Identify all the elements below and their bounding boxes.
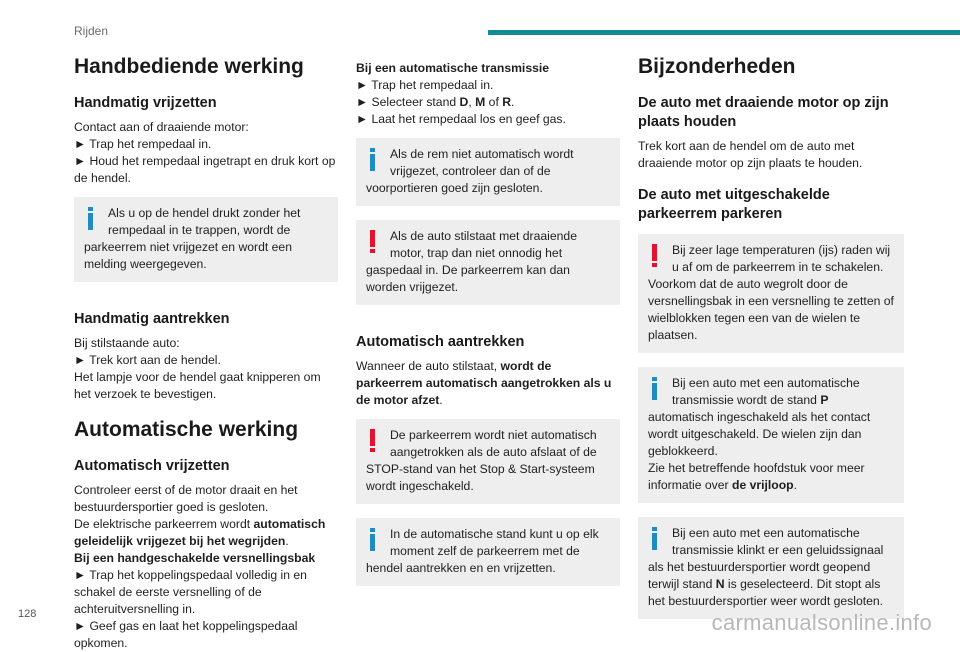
column-right xyxy=(638,54,904,633)
paragraph: De elektrische parkeerrem wordt automatisch geleidelijk vrijgezet bij het wegrijden. xyxy=(74,517,326,548)
subheading-auto-parkeren: De auto met uitgeschakelde parkeerrem parkeren xyxy=(638,187,830,222)
info-note xyxy=(638,517,904,619)
note-text: De parkeerrem wordt niet automatisch aangetrokken als de auto afslaat of de STOP-stand van het Stop & Start-systeem wordt ingeschakeld. xyxy=(366,428,597,493)
subheading-handmatig-aantrekken: Handmatig aantrekken xyxy=(74,311,230,327)
paragraph: ► Laat het rempedaal los en geef gas. xyxy=(356,112,566,126)
note-text: Als de rem niet automatisch wordt vrijgezet, controleer dan of de voorportieren goed zijn gesloten. xyxy=(366,147,574,195)
heading-handbediende-werking: Handbediende werking xyxy=(74,55,304,78)
paragraph-bold: Bij een handgeschakelde versnellingsbak xyxy=(74,551,316,565)
note-text: Bij zeer lage temperaturen (ijs) raden wij u af om de parkeerrem in te schakelen. Voorkom dat de auto wegrolt door de versnellingsbak in een versnelling te zetten of wielblokken tegen een van de wielen te plaatsen. xyxy=(648,243,894,342)
info-icon xyxy=(366,148,380,172)
section-label: Rijden xyxy=(74,24,109,38)
subheading-auto-op-plaats-houden: De auto met draaiende motor op zijn plaats houden xyxy=(638,95,889,130)
paragraph: Het lampje voor de hendel gaat knipperen om het verzoek te bevestigen. xyxy=(74,370,321,401)
info-icon xyxy=(84,207,98,231)
warning-note xyxy=(356,220,620,305)
info-note xyxy=(74,197,338,282)
heading-automatische-werking: Automatische werking xyxy=(74,418,299,441)
paragraph: Controleer eerst of de motor draait en het bestuurdersportier goed is gesloten. xyxy=(74,483,298,514)
paragraph: ► Geef gas en laat het koppelingspedaal opkomen. xyxy=(74,619,298,650)
info-note xyxy=(356,518,620,586)
warning-icon xyxy=(366,429,380,453)
info-icon xyxy=(648,527,662,551)
note-text: Bij een auto met een automatische transmissie klinkt er een geluidssignaal als het bestuurdersportier wordt geopend terwijl stand N is geselecteerd. Dit stopt als het bestuurdersportier weer wordt gesloten. xyxy=(648,526,884,608)
note-text: Als de auto stilstaat met draaiende motor, trap dan niet onnodig het gaspedaal in. De parkeerrem kan dan worden vrijgezet. xyxy=(366,229,577,294)
info-note xyxy=(638,367,904,503)
paragraph-bold: Bij een automatische transmissie xyxy=(356,61,550,75)
paragraph: ► Trap het rempedaal in. xyxy=(356,78,494,92)
info-icon xyxy=(366,528,380,552)
warning-icon xyxy=(648,244,662,268)
info-note xyxy=(356,138,620,206)
subheading-automatisch-aantrekken: Automatisch aantrekken xyxy=(356,334,525,350)
paragraph: ► Selecteer stand D, M of R. xyxy=(356,95,515,109)
column-middle xyxy=(356,60,620,600)
page-number: 128 xyxy=(18,608,37,620)
paragraph: ► Trap het rempedaal in. xyxy=(74,137,212,151)
warning-note xyxy=(638,234,904,353)
warning-icon xyxy=(366,230,380,254)
column-left xyxy=(74,54,338,652)
info-icon xyxy=(648,377,662,401)
header-accent-bar xyxy=(488,30,960,35)
subheading-automatisch-vrijzetten: Automatisch vrijzetten xyxy=(74,458,230,474)
paragraph: ► Trek kort aan de hendel. xyxy=(74,353,221,367)
watermark: carmanualsonline.info xyxy=(711,610,932,635)
note-text: Als u op de hendel drukt zonder het rempedaal in te trappen, wordt de parkeerrem niet vrijgezet en wordt een melding weergegeven. xyxy=(84,206,301,271)
paragraph: Contact aan of draaiende motor: xyxy=(74,120,249,134)
note-text: In de automatische stand kunt u op elk moment zelf de parkeerrem met de hendel aantrekken en en vrijzetten. xyxy=(366,527,599,575)
heading-bijzonderheden: Bijzonderheden xyxy=(638,55,796,78)
paragraph: ► Trap het koppelingspedaal volledig in en schakel de eerste versnelling of de achteruitversnelling in. xyxy=(74,568,307,616)
paragraph: ► Houd het rempedaal ingetrapt en druk kort op de hendel. xyxy=(74,154,336,185)
paragraph: Wanneer de auto stilstaat, wordt de parkeerrem automatisch aangetrokken als u de motor afzet. xyxy=(356,359,612,407)
paragraph: Bij stilstaande auto: xyxy=(74,336,180,350)
subheading-handmatig-vrijzetten: Handmatig vrijzetten xyxy=(74,95,217,111)
warning-note xyxy=(356,419,620,504)
paragraph: Trek kort aan de hendel om de auto met draaiende motor op zijn plaats te houden. xyxy=(638,139,863,170)
note-text: Bij een auto met een automatische transmissie wordt de stand P automatisch ingeschakeld als het contact wordt uitgeschakeld. De wielen zijn dan geblokkeerd. Zie het betreffende hoofdstuk voor meer informatie over de vrijloop. xyxy=(648,376,871,492)
